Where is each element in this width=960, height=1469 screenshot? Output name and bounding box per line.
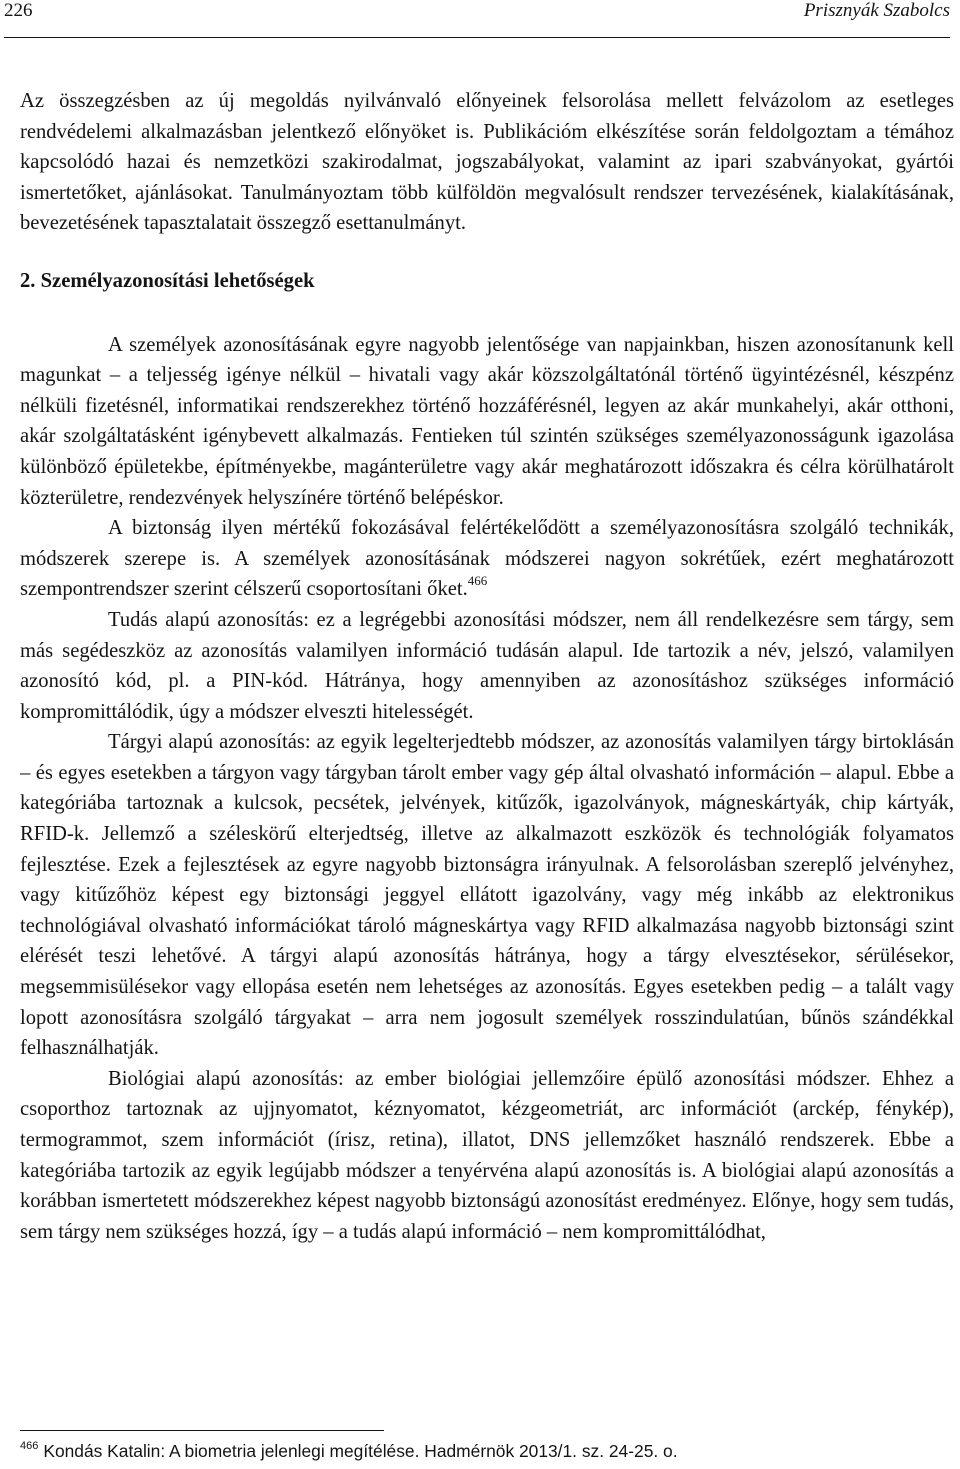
paragraph-knowledge-based: Tudás alapú azonosítás: ez a legrégebbi azonosítási módszer, nem áll rendelkezésre sem tárgy, sem más segédeszköz az azonosítás valamilyen információ tudásán alapul. Ide tartozik a név, jelszó, valamilyen azonosító kód, pl. a PIN-kód. Hátránya, hogy amennyiben az azonosításhoz szükséges információ kompromittálódik, úgy a módszer elveszti hitelességét. xyxy=(20,608,954,723)
section-heading: 2. Személyazonosítási lehetőségek xyxy=(20,269,315,292)
running-header xyxy=(4,0,950,26)
body-text xyxy=(20,86,954,1247)
intro-paragraph: Az összegzésben az új megoldás nyilvánvaló előnyeinek felsorolása mellett felvázolom az esetleges rendvédelemi alkalmazásban jelentkező előnyöket is. Publikációm elkészítése során feldolgoztam a témához kapcsolódó hazai és nemzetközi szakirodalmat, jogszabályokat, valamint az ipari szabványokat, gyártói ismertetőket, ajánlásokat. Tanulmányoztam több külföldön megvalósult rendszer tervezésének, kialakításának, bevezetésének tapasztalatait összegző esettanulmányt. xyxy=(20,90,954,235)
footnote-rule xyxy=(20,1430,384,1431)
paragraph-biometric: Biológiai alapú azonosítás: az ember biológiai jellemzőire épülő azonosítási módszer. Ehhez a csoporthoz tartoznak az ujjnyomatot, kéznyomatot, kézgeometriát, arc információt (arckép, fénykép), termogrammot, szem információt (írisz, retina), illatot, DNS jellemzőket használó rendszerek. Ebbe a kategóriába tartozik az egyik legújabb módszer a tenyérvéna alapú azonosítás is. A biológiai alapú azonosítás a korábban ismertetett módszerekhez képest nagyobb biztonságú azonosítást eredményez. Előnye, hogy sem tudás, sem tárgy nem szükséges hozzá, így – a tudás alapú információ – nem kompromittálódhat, xyxy=(20,1067,954,1243)
paragraph-token-based: Tárgyi alapú azonosítás: az egyik legelterjedtebb módszer, az azonosítás valamilyen tárgy birtoklásán – és egyes esetekben a tárgyon vagy tárgyban tárolt ember vagy gép által olvasható információn – alapul. Ebbe a kategóriába tartoznak a kulcsok, pecsétek, jelvények, kitűzők, igazolványok, mágneskártyák, chip kártyák, RFID-k. Jellemző a széleskörű elterjedtség, illetve az alkalmazott eszközök és technológiák folyamatos fejlesztése. Ezek a fejlesztések az egyre nagyobb biztonságra irányulnak. A felsorolásban szereplő jelvényhez, vagy kitűzőhöz képest egy biztonsági jeggyel ellátott igazolvány, vagy még inkább az elektronikus technológiával olvasható információkat tároló mágneskártya vagy RFID alkalmazása nagyobb biztonsági szint elérését teszi lehetővé. A tárgyi alapú azonosítás hátránya, hogy a tárgy elvesztésekor, sérülésekor, megsemmisülésekor vagy ellopása esetén nem lehetséges az azonosítás. Egyes esetekben pedig – a talált vagy lopott azonosításra szolgáló tárgyakat – arra nem jogosult személyek rosszindulatúan, bűnös szándékkal felhasználhatják. xyxy=(20,731,954,1060)
footnote-number: 466 xyxy=(20,1440,39,1452)
paragraph-security xyxy=(20,513,954,605)
footnote-reference[interactable]: 466 xyxy=(467,573,488,589)
paragraph-identification-importance: A személyek azonosításának egyre nagyobb jelentősége van napjainkban, hiszen azonosítanunk kell magunkat – a teljesség igénye nélkül – hivatali vagy akár közszolgáltatónál történő ügyintézésnél, készpénz nélküli fizetésnél, informatikai rendszerekhez történő hozzáférésnél, legyen az akár munkahelyi, akár otthoni, akár szolgáltatásként igénybevett alkalmazás. Fentieken túl szintén szükséges személyazonosságunk igazolása különböző épületekbe, építményekbe, magánterületre vagy akár meghatározott időszakra és célra körülhatárolt közterületre, rendezvények helyszínére történő belépéskor. xyxy=(20,333,954,509)
running-author: Prisznyák Szabolcs xyxy=(803,0,950,21)
footnote xyxy=(20,1440,954,1462)
footnote-text: Kondás Katalin: A biometria jelenlegi megítélése. Hadmérnök 2013/1. sz. 24-25. o. xyxy=(43,1441,678,1461)
page-number: 226 xyxy=(4,0,33,21)
header-rule xyxy=(4,37,950,38)
paragraph-security-text: A biztonság ilyen mértékű fokozásával felértékelődött a személyazonosításra szolgáló technikák, módszerek szerepe is. A személyek azonosításának módszerei nagyon sokrétűek, ezért meghatározott szempontrendszer szerint célszerű csoportosítani őket. xyxy=(20,517,954,601)
